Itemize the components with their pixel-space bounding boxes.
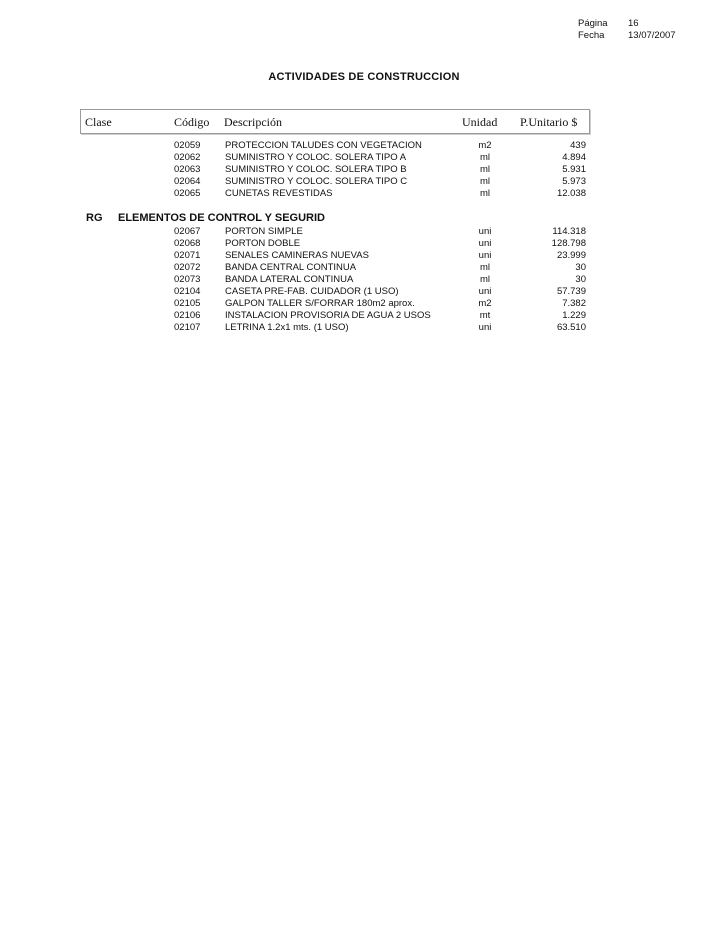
row-description: INSTALACION PROVISORIA DE AGUA 2 USOS	[225, 310, 431, 321]
table-row	[0, 286, 728, 298]
table-row	[0, 140, 728, 152]
row-description: GALPON TALLER S/FORRAR 180m2 aprox.	[225, 298, 415, 309]
row-code: 02106	[174, 310, 201, 321]
row-unit: uni	[478, 250, 492, 261]
row-code: 02067	[174, 226, 201, 237]
row-code: 02105	[174, 298, 201, 309]
column-header-precio: P.Unitario $	[520, 115, 578, 129]
row-unit: ml	[479, 152, 491, 163]
column-header-clase: Clase	[85, 115, 112, 129]
row-code: 02107	[174, 322, 201, 333]
row-price: 5.931	[562, 164, 586, 175]
row-description: BANDA LATERAL CONTINUA	[225, 274, 354, 285]
row-unit: ml	[479, 274, 491, 285]
row-unit: m2	[478, 140, 492, 151]
row-description: CASETA PRE-FAB. CUIDADOR (1 USO)	[225, 286, 399, 297]
row-code: 02065	[174, 188, 201, 199]
row-price: 439	[570, 140, 586, 151]
row-unit: uni	[478, 238, 492, 249]
row-price: 23.999	[556, 250, 586, 261]
date-label: Fecha	[578, 30, 605, 41]
row-description: SENALES CAMINERAS NUEVAS	[225, 250, 369, 261]
row-code: 02072	[174, 262, 201, 273]
row-code: 02059	[174, 140, 201, 151]
page-label: Página	[578, 18, 608, 29]
group-class-code: RG	[86, 212, 103, 224]
row-price: 30	[575, 274, 586, 285]
row-unit: ml	[479, 164, 491, 175]
column-header-descripcion: Descripción	[224, 115, 282, 129]
row-code: 02071	[174, 250, 201, 261]
row-description: SUMINISTRO Y COLOC. SOLERA TIPO A	[225, 152, 407, 163]
table-header	[80, 109, 590, 134]
row-code: 02064	[174, 176, 201, 187]
column-header-unidad: Unidad	[462, 115, 498, 129]
row-code: 02104	[174, 286, 201, 297]
row-price: 30	[575, 262, 586, 273]
row-price: 4.894	[562, 152, 586, 163]
row-code: 02073	[174, 274, 201, 285]
table-row	[0, 226, 728, 238]
row-description: PROTECCION TALUDES CON VEGETACION	[225, 140, 422, 151]
table-row	[0, 164, 728, 176]
column-header-codigo: Código	[174, 115, 210, 129]
row-code: 02063	[174, 164, 201, 175]
table-row	[0, 298, 728, 310]
table-row	[0, 176, 728, 188]
row-unit: ml	[479, 262, 491, 273]
row-price: 63.510	[556, 322, 586, 333]
row-unit: uni	[478, 322, 492, 333]
table-row	[0, 250, 728, 262]
row-unit: mt	[479, 310, 491, 321]
row-unit: uni	[478, 226, 492, 237]
row-price: 57.739	[556, 286, 586, 297]
table-row	[0, 322, 728, 334]
table-row	[0, 262, 728, 274]
table-row	[0, 238, 728, 250]
table-row	[0, 152, 728, 164]
row-price: 128.798	[551, 238, 586, 249]
table-row	[0, 310, 728, 322]
row-unit: uni	[478, 286, 492, 297]
row-description: PORTON SIMPLE	[225, 226, 303, 237]
page-number: 16	[628, 18, 639, 29]
row-description: PORTON DOBLE	[225, 238, 301, 249]
row-price: 5.973	[562, 176, 586, 187]
row-description: LETRINA 1.2x1 mts. (1 USO)	[225, 322, 349, 333]
row-unit: m2	[478, 298, 492, 309]
row-price: 114.318	[552, 226, 586, 237]
row-description: SUMINISTRO Y COLOC. SOLERA TIPO C	[225, 176, 408, 187]
row-unit: ml	[479, 188, 491, 199]
row-description: CUNETAS REVESTIDAS	[225, 188, 333, 199]
row-price: 12.038	[556, 188, 586, 199]
row-price: 7.382	[562, 298, 586, 309]
table-row	[0, 274, 728, 286]
row-code: 02068	[174, 238, 201, 249]
row-unit: ml	[479, 176, 491, 187]
report-title: ACTIVIDADES DE CONSTRUCCION	[268, 71, 460, 83]
row-description: BANDA CENTRAL CONTINUA	[225, 262, 357, 273]
group-name: ELEMENTOS DE CONTROL Y SEGURID	[118, 212, 325, 224]
date-value: 13/07/2007	[628, 30, 676, 41]
table-row	[0, 188, 728, 200]
row-description: SUMINISTRO Y COLOC. SOLERA TIPO B	[225, 164, 407, 175]
row-price: 1.229	[562, 310, 586, 321]
row-code: 02062	[174, 152, 201, 163]
